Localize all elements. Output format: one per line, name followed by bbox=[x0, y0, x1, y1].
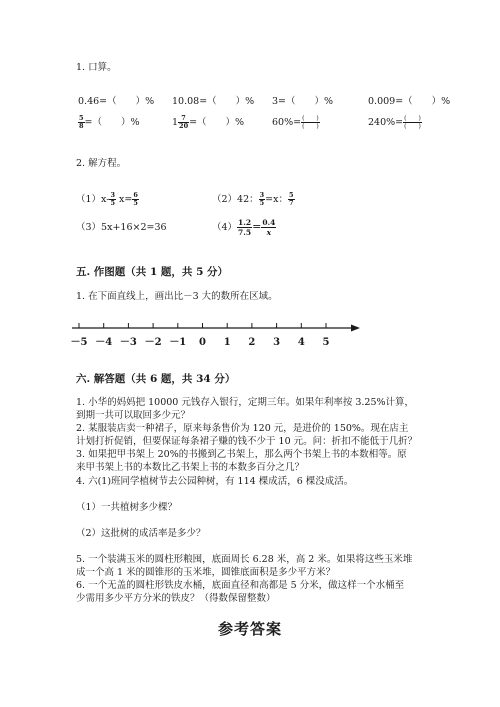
fraction: $\frac{5}{8}$ bbox=[79, 114, 84, 130]
problem-2-line-1: 2. 某服装店卖一种裙子，原来每条售价为 120 元，是进价的 150%。现在店主 bbox=[76, 423, 409, 434]
oral-calc-item: 0.46=（ ）% bbox=[78, 96, 155, 107]
number-line bbox=[66, 318, 366, 352]
fraction: $\frac{1.2}{7.5}$ bbox=[238, 218, 252, 237]
oral-calc-item: 10.08=（ ）% bbox=[172, 96, 255, 107]
problem-2-line-2: 计划打折促销，但要保证每条裙子赚的钱不少于 10 元。问：折扣不能低于几折？ bbox=[76, 436, 418, 447]
number-line-tick-label: 0 bbox=[199, 337, 206, 348]
fraction: $\frac{0.4}{x}$ bbox=[262, 218, 276, 237]
problem-3-line-1: 3. 如果把甲书架上 20%的书搬到乙书架上，那么两个书架上书的本数相等。原 bbox=[76, 449, 407, 460]
number-line-tick-label: 3 bbox=[273, 337, 281, 348]
oral-calc-item: 1 $\frac{7}{20}$ =（ ）% bbox=[172, 114, 245, 130]
number-line-tick-label: －5 bbox=[70, 337, 88, 348]
problem-6-line-2: 少需用多少平方分米的铁皮？（得数保留整数） bbox=[76, 593, 276, 604]
number-line-tick-label: －2 bbox=[144, 337, 162, 348]
problem-1-line-2: 到期一共可以取回多少元？ bbox=[76, 410, 191, 421]
fraction: $\frac{5}{7}$ bbox=[289, 191, 294, 207]
blank-fraction: $\frac{( )}{( )}$ bbox=[404, 115, 421, 130]
equation-1: （1）x- $\frac{3}{5}$ x= $\frac{6}{5}$ bbox=[76, 191, 138, 207]
problem-5-line-1: 5. 一个装满玉米的圆柱形粮囤，底面周长 6.28 米，高 2 米。如果将这些玉米堆 bbox=[76, 554, 413, 565]
oral-calc-item: $\frac{5}{8}$ =（ ）% bbox=[79, 114, 140, 130]
oral-calc-item: 0.009=（ ）% bbox=[368, 96, 451, 107]
section5-heading: 五. 作图题（共 1 题，共 5 分） bbox=[76, 266, 229, 278]
arrow-head-icon bbox=[351, 325, 360, 332]
number-line-tick-label: 4 bbox=[297, 337, 305, 348]
equation-3: （3）5x+16×2=36 bbox=[76, 222, 167, 233]
fraction: $\frac{6}{5}$ bbox=[133, 191, 138, 207]
problem-4-sub-1: （1）一共植树多少棵？ bbox=[76, 502, 178, 513]
fraction: $\frac{7}{20}$ bbox=[179, 114, 189, 130]
blank-fraction: $\frac{( )}{( )}$ bbox=[302, 115, 319, 130]
oral-calc-item: 60%= $\frac{( )}{( )}$ bbox=[272, 115, 319, 130]
problem-3-line-2: 来甲书架上书的本数比乙书架上书的本数多百分之几？ bbox=[76, 462, 305, 473]
oral-calc-item: 3=（ ）% bbox=[272, 96, 334, 107]
equation-4: （4） $\frac{1.2}{7.5}$ = $\frac{0.4}{x}$ bbox=[212, 218, 276, 237]
equation-2: （2）42： $\frac{3}{5}$ =x： $\frac{5}{7}$ bbox=[212, 191, 294, 207]
number-line-tick-label: 5 bbox=[322, 337, 330, 348]
section2-title: 2. 解方程。 bbox=[76, 158, 127, 169]
problem-5-line-2: 成一个高 1 米的圆锥形的玉米堆，圆锥底面积是多少平方米？ bbox=[76, 567, 336, 578]
fraction: $\frac{3}{5}$ bbox=[110, 191, 115, 207]
problem-6-line-1: 6. 一个无盖的圆柱形铁皮水桶，底面直径和高都是 5 分米，做这样一个水桶至 bbox=[76, 580, 405, 591]
fraction: $\frac{3}{5}$ bbox=[259, 191, 265, 207]
number-line-tick-label: －3 bbox=[119, 337, 137, 348]
number-line-tick-label: 2 bbox=[248, 337, 256, 348]
oral-calc-item: 240%= $\frac{( )}{( )}$ bbox=[368, 115, 421, 130]
number-line-tick-label: －4 bbox=[95, 337, 113, 348]
section5-question-1: 1. 在下面直线上，画出比－3 大的数所在区域。 bbox=[76, 291, 278, 302]
problem-4: 4. 六(1)班同学植树节去公园种树，有 114 棵成活，6 棵没成活。 bbox=[76, 476, 354, 487]
problem-4-sub-2: （2）这批树的成活率是多少？ bbox=[76, 528, 206, 539]
answer-key-title: 参考答案 bbox=[218, 620, 283, 638]
section1-title: 1. 口算。 bbox=[76, 62, 117, 73]
problem-1-line-1: 1. 小华的妈妈把 10000 元钱存入银行，定期三年。如果年利率按 3.25%计算， bbox=[76, 397, 415, 408]
number-line-tick-label: －1 bbox=[169, 337, 187, 348]
section6-heading: 六. 解答题（共 6 题，共 34 分） bbox=[76, 373, 236, 385]
number-line-tick-label: 1 bbox=[223, 337, 231, 348]
